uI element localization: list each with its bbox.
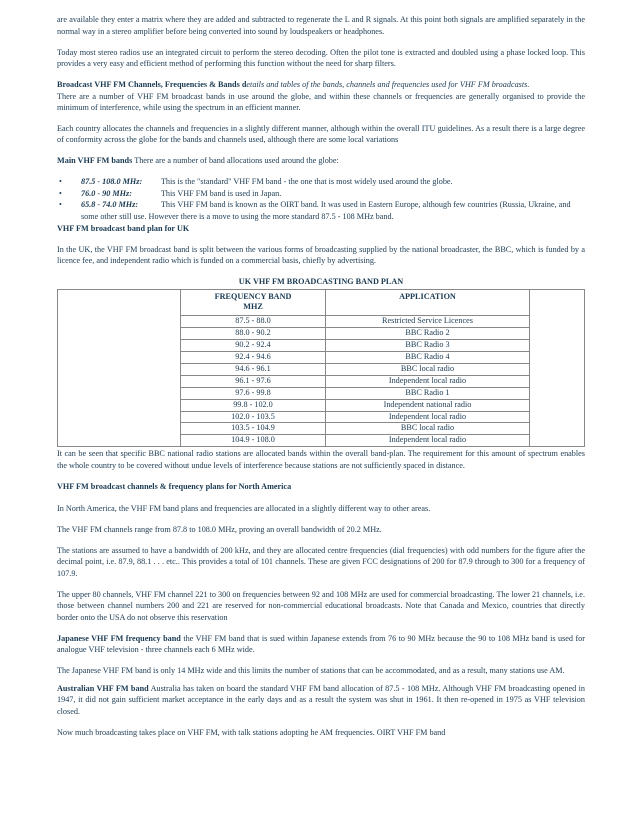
row-spacer-left [58,411,181,423]
band-description: This VHF FM band is used in Japan. [159,188,282,198]
band-range: 65.8 - 74.0 MHz: [81,200,139,209]
header-spacer-right [530,289,585,316]
table-row [58,387,585,399]
bullet-icon: • [59,188,62,198]
row-spacer-left [58,352,181,364]
row-spacer-right [530,399,585,411]
row-spacer-left [58,435,181,447]
list-item [57,188,585,200]
header-application: APPLICATION [326,289,530,316]
table-row [58,411,585,423]
paragraph-after-table: It can be seen that specific BBC national radio stations are allocated bands within the overall band-plan. The requirement for this amount of spectrum enables the whole country to be covered without undue levels of interference because stations are not sufficiently spaced in distance. [57,449,585,470]
paragraph-na-4: The upper 80 channels, VHF FM channel 221 to 300 on frequencies between 92 and 108 MHz are used for commercial broadcasting. The lower 21 channels, i.e. those between channel numbers 200 and 221 are reserved for non-commercial educational broadcasts. Note that Canada and Mexico, countries that directly border onto the USA do not observe this reservation [57,589,585,622]
cell-frequency-band: 103.5 - 104.9 [181,423,326,435]
row-spacer-right [530,411,585,423]
document-page [57,14,585,748]
row-spacer-left [58,363,181,375]
row-spacer-right [530,375,585,387]
band-description: This is the "standard" VHF FM band - the one that is most widely used around the globe. [159,177,453,186]
row-spacer-right [530,316,585,328]
cell-application: Restricted Service Licences [326,316,530,328]
row-spacer-right [530,328,585,340]
row-spacer-right [530,435,585,447]
row-spacer-right [530,352,585,364]
row-spacer-left [58,340,181,352]
section-heading-main-bands: Main VHF FM bands [57,156,133,165]
table-row [58,352,585,364]
cell-frequency-band: 90.2 - 92.4 [181,340,326,352]
section-heading-broadcast: Broadcast VHF FM Channels, Frequencies & Bands d [57,80,247,89]
row-spacer-left [58,328,181,340]
band-plan-table [57,289,585,448]
bullet-icon: • [59,177,62,186]
paragraph-country-allocation: Each country allocates the channels and frequencies in a slightly different manner, although within the overall ITU guidelines. As a result there is a large degree of conformity across the globe for the bands and channels used, although there are some local variations [57,123,585,144]
cell-frequency-band: 99.8 - 102.0 [181,399,326,411]
paragraph-stereo-matrix: are available they enter a matrix where they are added and subtracted to regenerate the L and R signals. At this point both signals are amplified separately in the normal way in a stereo amplifier before being converted into sound by loudspeakers or headphones. [57,15,585,36]
table-row [58,363,585,375]
cell-application: Independent local radio [326,435,530,447]
table-row [58,328,585,340]
table-header-row [58,289,585,316]
paragraph-na-1: In North America, the VHF FM band plans and frequencies are allocated in a slightly different way to other areas. [57,503,431,513]
table-title: UK VHF FM BROADCASTING BAND PLAN [238,277,404,286]
paragraph-japan-2: The Japanese VHF FM band is only 14 MHz wide and this limits the number of stations that can be accommodated, and as a result, many stations use AM. [57,666,565,676]
cell-frequency-band: 87.5 - 88.0 [181,316,326,328]
bullet-icon: • [59,200,62,209]
table-row [58,340,585,352]
paragraph-uk: In the UK, the VHF FM broadcast band is split between the various forms of broadcasting supplied by the national broadcaster, the BBC, which is funded by a licence fee, and independent radio which is funded on a commercial basis, chiefly by advertising. [57,244,585,265]
paragraph-broadcast-bands: There are a number of VHF FM broadcast bands in use around the globe, and within these channels or frequencies are generally organised to provide the minimum of interference, while using the spectrum in an efficient manner. [57,91,585,112]
section-heading-uk: VHF FM broadcast band plan for UK [57,224,190,233]
row-spacer-right [530,423,585,435]
header-spacer-left [58,289,181,316]
table-row [58,375,585,387]
cell-frequency-band: 102.0 - 103.5 [181,411,326,423]
section-japan [57,633,585,656]
section-heading-australia: Australian VHF FM band [57,683,149,693]
paragraph-stereo-ic: Today most stereo radios use an integrated circuit to perform the stereo decoding. Often the pilot tone is extracted and doubled using a phase locked loop. This provides a very easy and efficient method of performing this function without the need for sharp filters. [57,47,585,68]
paragraph-na-3: The stations are assumed to have a bandwidth of 200 kHz, and they are allocated centre frequencies (dial frequencies) with odd numbers for the figure after the decimal point, i.e. 87.9, 88.1 . . . etc.. This provides a total of 101 channels. These are given FCC designations of 200 for 87.9 through to 300 for a frequency of 107.9. [57,545,585,578]
row-spacer-right [530,387,585,399]
cell-application: BBC Radio 4 [326,352,530,364]
row-spacer-left [58,316,181,328]
band-description: This VHF FM band is known as the OIRT band. It was used in Eastern Europe, although few countries (Russia, Ukraine, and some other still use. However there is a move to using the more standard 87.5 - 108 MHz band. [81,200,571,221]
cell-application: Independent local radio [326,375,530,387]
paragraph-last: Now much broadcasting takes place on VHF FM, with talk stations adopting he AM frequencies. OIRT VHF FM band [57,727,446,737]
cell-frequency-band: 104.9 - 108.0 [181,435,326,447]
section-australia [57,683,585,718]
cell-application: BBC local radio [326,423,530,435]
table-row [58,423,585,435]
row-spacer-right [530,363,585,375]
cell-application: BBC Radio 2 [326,328,530,340]
cell-frequency-band: 92.4 - 94.6 [181,352,326,364]
paragraph-main-bands: There are a number of band allocations used around the globe: [132,156,339,165]
row-spacer-right [530,340,585,352]
cell-frequency-band: 97.6 - 99.8 [181,387,326,399]
header-frequency-band: FREQUENCY BAND MHZ [181,289,326,316]
row-spacer-left [58,387,181,399]
cell-application: Independent national radio [326,399,530,411]
paragraph-australia: Australia has taken on board the standard VHF FM band allocation of 87.5 - 108 MHz. Although VHF FM broadcasting opened in 1947, it did not gain sufficient market acceptance in the early days and as a result the system was shut in 1961. It then re-opened in 1975 as VHF television closed. [57,683,585,716]
cell-frequency-band: 88.0 - 90.2 [181,328,326,340]
row-spacer-left [58,375,181,387]
cell-application: BBC local radio [326,363,530,375]
row-spacer-left [58,399,181,411]
section-main-bands [57,155,585,167]
band-list [57,176,585,222]
section-heading-japan: Japanese VHF FM frequency band [57,633,181,643]
section-subtitle-broadcast: etails and tables of the bands, channels and frequencies used for VHF FM broadcasts. [246,80,530,89]
section-broadcast-channels [57,79,585,114]
paragraph-japan: the VHF FM band that is sued within Japanese extends from 76 to 90 MHz because the 90 to 108 MHz band is used for analogue VHF television - three channels each 6 MHz wide. [57,633,585,655]
table-row [58,399,585,411]
cell-application: Independent local radio [326,411,530,423]
row-spacer-left [58,423,181,435]
section-heading-north-america: VHF FM broadcast channels & frequency plans for North America [57,482,292,492]
list-item [57,176,585,188]
cell-application: BBC Radio 3 [326,340,530,352]
cell-frequency-band: 96.1 - 97.6 [181,375,326,387]
list-item [57,199,585,222]
band-range: 87.5 - 108.0 MHz: [81,177,143,186]
band-range: 76.0 - 90 MHz: [81,188,132,198]
table-row [58,435,585,447]
cell-frequency-band: 94.6 - 96.1 [181,363,326,375]
table-row [58,316,585,328]
cell-application: BBC Radio 1 [326,387,530,399]
paragraph-na-2: The VHF FM channels range from 87.8 to 108.0 MHz, proving an overall bandwidth of 20.2 MHz. [57,524,382,534]
